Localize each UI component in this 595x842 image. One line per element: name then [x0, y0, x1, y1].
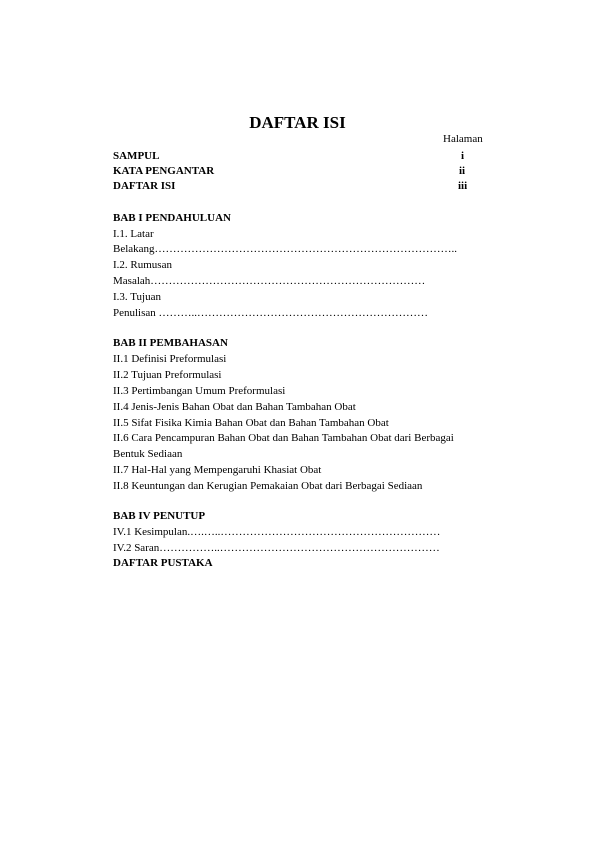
toc-line: Bentuk Sediaan [113, 448, 183, 460]
toc-line: II.3 Pertimbangan Umum Preformulasi [113, 385, 286, 397]
toc-page-daftar-isi: iii [458, 180, 468, 192]
toc-line: IV.1 Kesimpulan.….…..…………………………………………………… [113, 526, 441, 538]
toc-entry-daftar-isi: DAFTAR ISI [113, 180, 176, 192]
toc-entry-kata-pengantar: KATA PENGANTAR [113, 165, 215, 177]
toc-line: II.8 Keuntungan dan Kerugian Pemakaian Obat dari Berbagai Sediaan [113, 480, 423, 492]
toc-line: II.2 Tujuan Preformulasi [113, 369, 222, 381]
toc-line: II.6 Cara Pencampuran Bahan Obat dan Bahan Tambahan Obat dari Berbagai [113, 432, 454, 444]
toc-line: Masalah………………………………………………………………… [113, 275, 426, 287]
page-title: DAFTAR ISI [249, 113, 346, 132]
bab1-heading: BAB I PENDAHULUAN [113, 212, 231, 224]
toc-line: II.5 Sifat Fisika Kimia Bahan Obat dan Bahan Tambahan Obat [113, 417, 389, 429]
bab4-heading: BAB IV PENUTUP [113, 510, 206, 522]
halaman-label: Halaman [443, 133, 483, 145]
toc-line: I.2. Rumusan [113, 259, 172, 271]
toc-line: II.1 Definisi Preformulasi [113, 353, 227, 365]
toc-entry-sampul: SAMPUL [113, 150, 160, 162]
toc-line: I.1. Latar [113, 228, 154, 240]
toc-line: Belakang……………………………………………………………………….. [113, 243, 458, 255]
toc-line: II.4 Jenis-Jenis Bahan Obat dan Bahan Tambahan Obat [113, 401, 356, 413]
toc-line: I.3. Tujuan [113, 291, 161, 303]
toc-page-kata-pengantar: ii [459, 165, 466, 177]
toc-line: IV.2 Saran……………..…………………………………………………… [113, 542, 440, 554]
daftar-pustaka-heading: DAFTAR PUSTAKA [113, 557, 213, 569]
bab2-heading: BAB II PEMBAHASAN [113, 337, 228, 349]
toc-line: II.7 Hal-Hal yang Mempengaruhi Khasiat Obat [113, 464, 322, 476]
toc-page-sampul: i [461, 150, 465, 162]
toc-line: Penulisan ………..……………………………………………………… [113, 307, 429, 319]
